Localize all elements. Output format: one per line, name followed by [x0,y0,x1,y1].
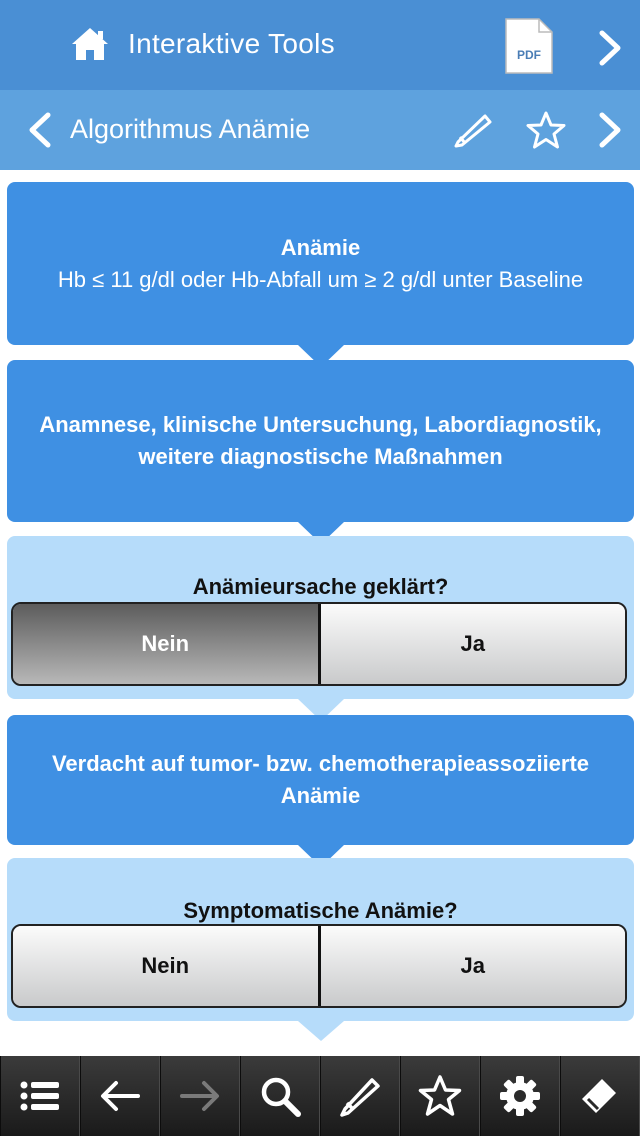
toolbar-notes-button[interactable] [320,1056,400,1136]
pdf-icon[interactable] [503,16,555,76]
header-title: Interaktive Tools [128,28,335,59]
toolbar-menu-button[interactable] [0,1056,80,1136]
back-chevron-icon[interactable] [26,112,54,148]
header-next-icon[interactable] [596,30,624,66]
algorithm-flow [0,170,640,1056]
question-symptomatic-text: Symptomatische Anämie? [183,898,458,923]
toolbar-search-button[interactable] [240,1056,320,1136]
sub-header [0,90,640,170]
arrow-right-icon [176,1072,224,1120]
flow-step-anemia-title: Anämie [280,234,361,260]
question-symptomatic [7,858,634,1021]
answer-nein-button[interactable]: Nein [13,926,318,1006]
toolbar-favorites-button[interactable] [400,1056,480,1136]
flow-step-diagnostics-text: Anamnese, klinische Untersuchung, Labordiagnostik, weitere diagnostische Maßnahmen [39,412,602,469]
answer-segmented-control [11,602,627,686]
search-icon [256,1072,304,1120]
subheader-next-icon[interactable] [596,112,624,148]
star-icon[interactable] [526,110,566,150]
flow-step-suspected-anemia [7,715,634,845]
flow-step-anemia-text: Hb ≤ 11 g/dl oder Hb-Abfall um ≥ 2 g/dl unter Baseline [57,266,584,292]
answer-segmented-control [11,924,627,1008]
toolbar-back-button[interactable] [80,1056,160,1136]
answer-ja-button[interactable]: Ja [318,604,626,684]
pencil-icon[interactable] [452,112,494,148]
flow-step-diagnostics [7,360,634,522]
arrow-left-icon [96,1072,144,1120]
eraser-icon [576,1072,624,1120]
home-icon[interactable] [70,26,110,62]
pdf-label: PDF [517,48,541,62]
toolbar-forward-button[interactable] [160,1056,240,1136]
flow-arrow [298,1021,344,1043]
list-icon [16,1072,64,1120]
toolbar-settings-button[interactable] [480,1056,560,1136]
toolbar-eraser-button[interactable] [560,1056,640,1136]
flow-step-suspected-anemia-text: Verdacht auf tumor- bzw. chemotherapieassoziierte Anämie [51,751,590,808]
star-icon [416,1072,464,1120]
pencil-icon [336,1072,384,1120]
question-cause-clarified-text: Anämieursache geklärt? [192,574,449,599]
gear-icon [496,1072,544,1120]
bottom-toolbar [0,1056,640,1136]
answer-ja-button[interactable]: Ja [318,926,626,1006]
subheader-title: Algorithmus Anämie [70,114,311,144]
answer-nein-button[interactable]: Nein [13,604,318,684]
question-cause-clarified [7,536,634,699]
flow-step-anemia [7,182,634,345]
top-header [0,0,640,90]
